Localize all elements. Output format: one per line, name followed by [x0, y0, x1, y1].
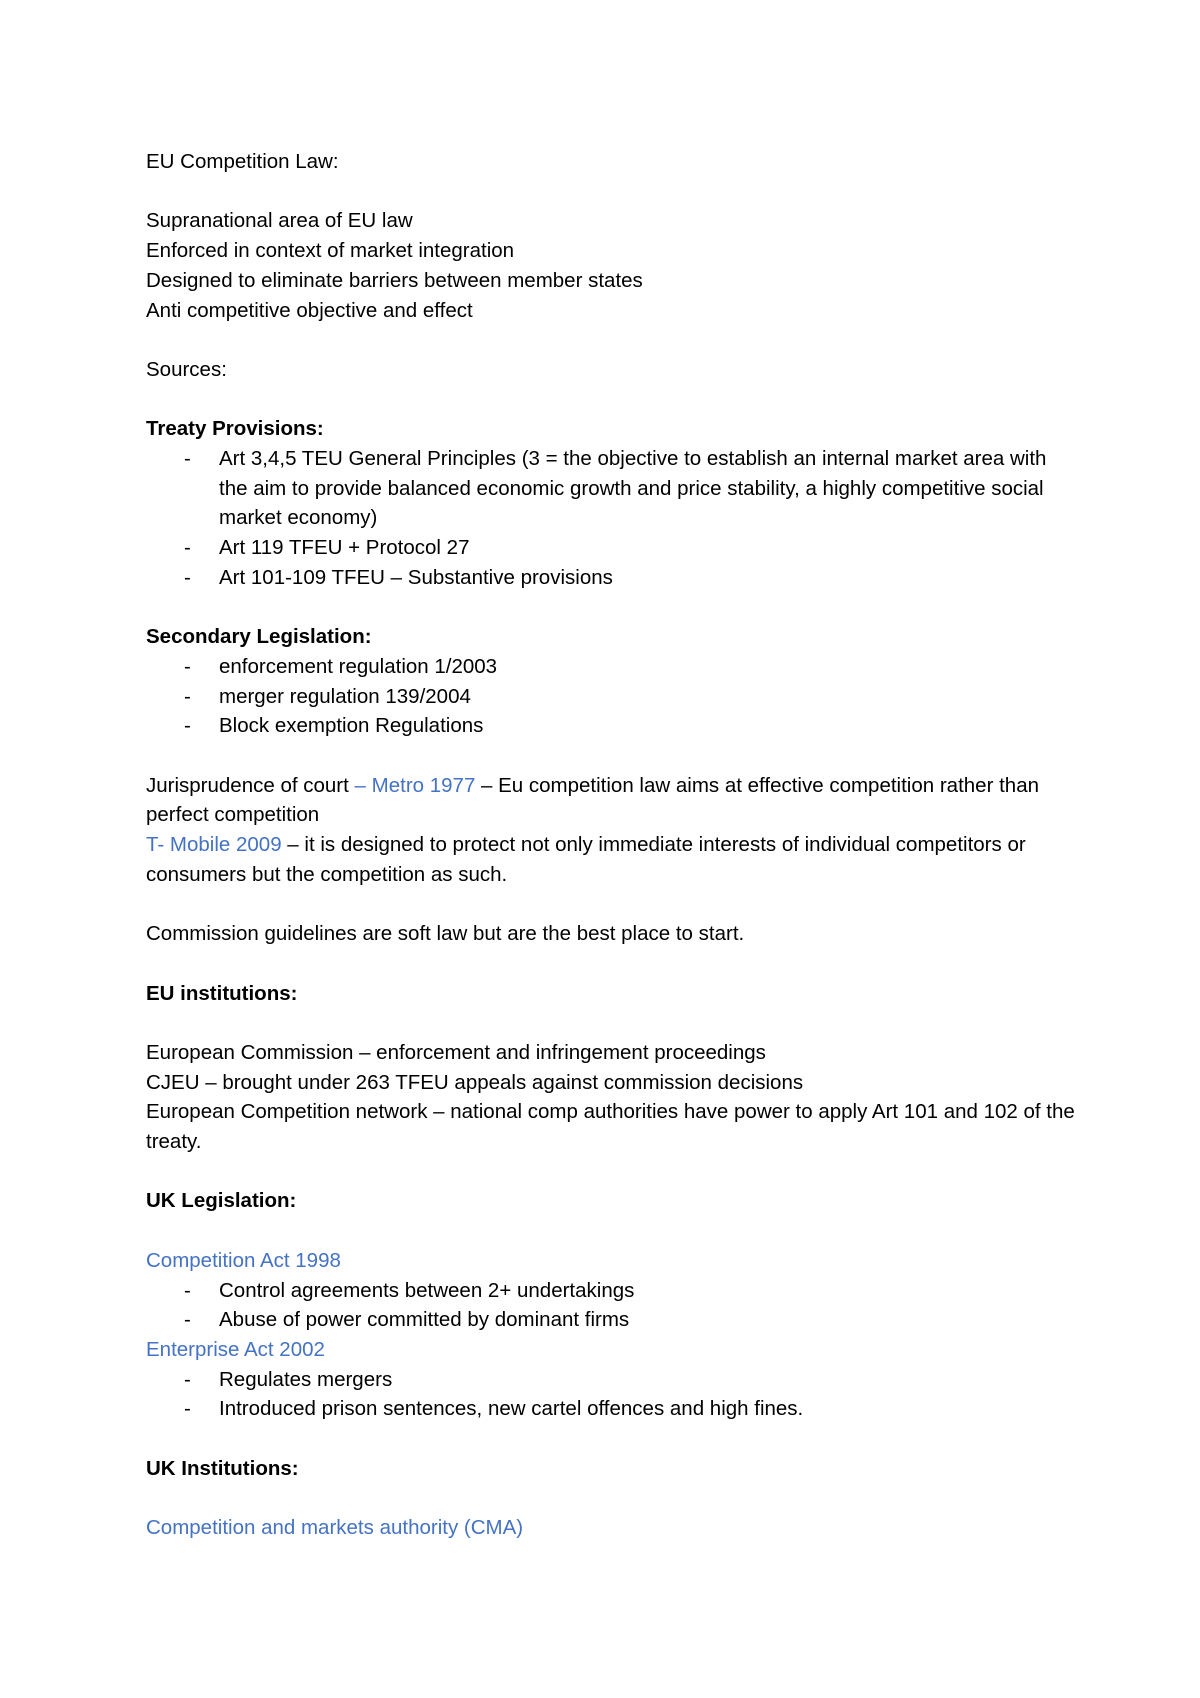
- dash-bullet: -: [184, 684, 191, 708]
- list-item-text: Introduced prison sentences, new cartel offences and high fines.: [219, 1397, 804, 1421]
- dash-bullet: -: [184, 536, 191, 560]
- list-item-text: enforcement regulation 1/2003: [219, 654, 498, 678]
- spacer: [146, 385, 1080, 415]
- list-item: [146, 682, 1080, 712]
- secondary-legislation-heading: Secondary Legislation:: [146, 625, 372, 649]
- dash-bullet: -: [184, 1367, 191, 1391]
- spacer: [146, 1424, 1080, 1454]
- list-item-text: merger regulation 139/2004: [219, 684, 471, 708]
- list-item: [146, 711, 1080, 741]
- uk-legislation-heading: UK Legislation:: [146, 1189, 297, 1213]
- list-item: [146, 652, 1080, 682]
- list-item: [146, 1305, 1080, 1335]
- list-item: [146, 1394, 1080, 1424]
- case-name-metro: Metro 1977: [371, 773, 476, 797]
- cma-heading: Competition and markets authority (CMA): [146, 1516, 524, 1540]
- list-item: [146, 444, 1080, 533]
- dash-bullet: -: [184, 1308, 191, 1332]
- dash-bullet: -: [184, 1397, 191, 1421]
- institution-line: European Competition network – national comp authorities have power to apply Art 101 and 102 of the treaty.: [146, 1100, 1075, 1154]
- list-item: [146, 1276, 1080, 1306]
- list-item-text: Art 101-109 TFEU – Substantive provisions: [219, 565, 613, 589]
- list-item: [146, 563, 1080, 593]
- case-summary: – Eu competition law aims at effective competition rather than perfect competition: [146, 773, 1040, 827]
- intro-line: Supranational area of EU law: [146, 209, 413, 233]
- spacer: [146, 593, 1080, 623]
- spacer: [146, 1008, 1080, 1038]
- intro-line: Designed to eliminate barriers between member states: [146, 268, 643, 292]
- jurisprudence-lead: Jurisprudence of court: [146, 773, 355, 797]
- spacer: [146, 1157, 1080, 1187]
- secondary-legislation-list: [146, 652, 1080, 741]
- case-name-tmobile: T- Mobile 2009: [146, 833, 282, 857]
- dash-bullet: -: [184, 714, 191, 738]
- list-item-text: Abuse of power committed by dominant firms: [219, 1308, 630, 1332]
- list-item-text: Art 3,4,5 TEU General Principles (3 = the objective to establish an internal market area with the aim to provide balanced economic growth and price stability, a highly competitive social market economy): [219, 446, 1047, 530]
- competition-act-list: [146, 1276, 1080, 1335]
- list-item-text: Control agreements between 2+ undertakings: [219, 1278, 635, 1302]
- document-heading: EU Competition Law:: [146, 150, 339, 173]
- sources-label: Sources:: [146, 357, 227, 381]
- case-summary: – it is designed to protect not only immediate interests of individual competitors or consumers but the competition as such.: [146, 833, 1026, 886]
- list-item-text: Regulates mergers: [219, 1367, 393, 1391]
- spacer: [146, 177, 1080, 207]
- intro-line: Anti competitive objective and effect: [146, 298, 473, 322]
- list-item-text: Block exemption Regulations: [219, 714, 484, 738]
- spacer: [146, 1483, 1080, 1513]
- list-item: [146, 533, 1080, 563]
- spacer: [146, 325, 1080, 355]
- list-item: [146, 1365, 1080, 1395]
- tmobile-paragraph: [146, 830, 1080, 889]
- treaty-provisions-list: [146, 444, 1080, 593]
- eu-institutions-heading: EU institutions:: [146, 981, 298, 1005]
- dash-bullet: -: [184, 446, 191, 470]
- dash-bullet: -: [184, 1278, 191, 1302]
- jurisprudence-dash: –: [354, 773, 372, 797]
- jurisprudence-paragraph: [146, 771, 1080, 830]
- intro-line: Enforced in context of market integration: [146, 239, 515, 263]
- spacer: [146, 949, 1080, 979]
- guidelines-line: Commission guidelines are soft law but are the best place to start.: [146, 922, 745, 946]
- spacer: [146, 1216, 1080, 1246]
- dash-bullet: -: [184, 654, 191, 678]
- spacer: [146, 890, 1080, 920]
- enterprise-act-heading: Enterprise Act 2002: [146, 1337, 325, 1361]
- enterprise-act-list: [146, 1365, 1080, 1424]
- dash-bullet: -: [184, 565, 191, 589]
- institution-line: European Commission – enforcement and infringement proceedings: [146, 1040, 766, 1064]
- uk-institutions-heading: UK Institutions:: [146, 1456, 299, 1480]
- spacer: [146, 741, 1080, 771]
- list-item-text: Art 119 TFEU + Protocol 27: [219, 536, 470, 560]
- competition-act-heading: Competition Act 1998: [146, 1248, 341, 1272]
- treaty-provisions-heading: Treaty Provisions:: [146, 417, 324, 441]
- institution-line: CJEU – brought under 263 TFEU appeals against commission decisions: [146, 1070, 804, 1094]
